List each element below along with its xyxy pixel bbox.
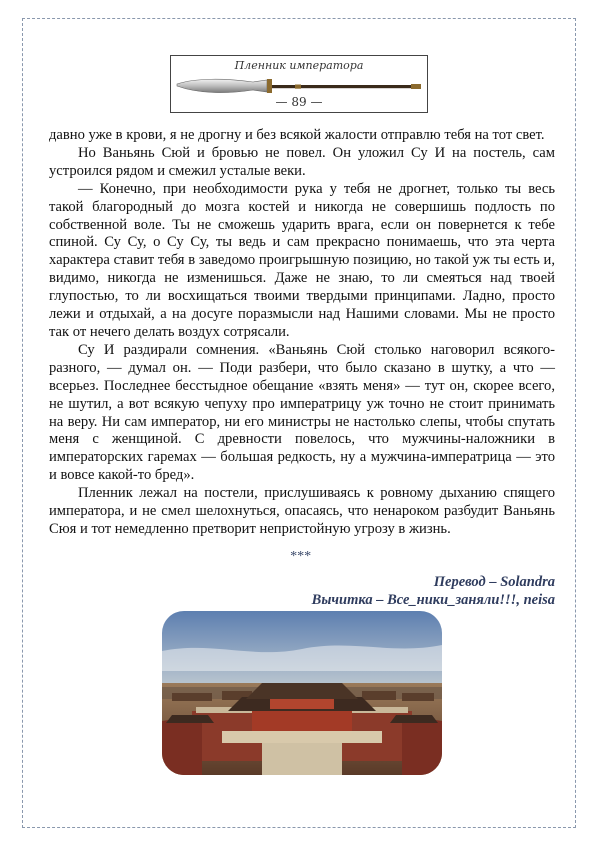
paragraph: давно уже в крови, я не дрогну и без всякой жалости отправлю тебя на тот свет. [49, 127, 545, 143]
credits [312, 573, 555, 609]
paragraph: Пленник лежал на постели, прислушиваясь к ровному дыханию спящего императора, и не смел шелохнуться, опасаясь, что ненароком разбудит Ваньянь Сюя и тот немедленно претворит непристойную угрозу в жизнь. [49, 485, 555, 537]
palace-photo [162, 611, 442, 775]
book-title: Пленник императора [234, 59, 364, 72]
body-text [49, 127, 555, 539]
paragraph: Но Ваньянь Сюй и бровью не повел. Он уложил Су И на постель, сам устроился рядом и смежил усталые веки. [49, 144, 555, 179]
section-separator: *** [289, 549, 311, 564]
paragraph: Су И раздирали сомнения. «Ваньянь Сюй столько наговорил всякого-разного, — думал он. — Поди разбери, что было сказано в шутку, а что — всерьез. Последнее бесстыдное обещание «взять меня» — тут он, скорее всего, не шутил, а вот всякую чепуху про императрицу уж точно не стоит принимать на веру. Ни сам император, ни его министры не настолько слепы, чтобы спутать меня с женщиной. С древности повелось, что мужчины-наложники в императорских гаремах — большая редкость, ну а мужчина-императрица — это и вовсе какой-то бред». [49, 341, 555, 484]
paragraph: — Конечно, при необходимости рука у тебя не дрогнет, только ты весь такой благородный до мозга костей и никогда не совершишь подлость по собственной воле. Ты не сможешь ударить врага, если он повернется к тебе спиной. Су Су, о Су Су, ты ведь и сам прекрасно понимаешь, что эта черта характера ставит тебя в заведомо проигрышную позицию, но такой уж ты есть и, видимо, никогда не изменишься. Даже не знаю, то ли смеяться над твоей глупостью, то ли восхищаться твоими твердыми принципами. Ладно, просто лежи и отдыхай, а на досуге поразмысли над Нашими словами. Мы не просто так от нечего делать воздух сотрясали. [49, 180, 555, 340]
page-number: — 89 — [275, 95, 323, 109]
page-header [170, 55, 428, 113]
translation-credit: Перевод – Solandra [433, 574, 555, 590]
proofreading-credit: Вычитка – Все_ники_заняли!!!, neisa [311, 592, 555, 608]
